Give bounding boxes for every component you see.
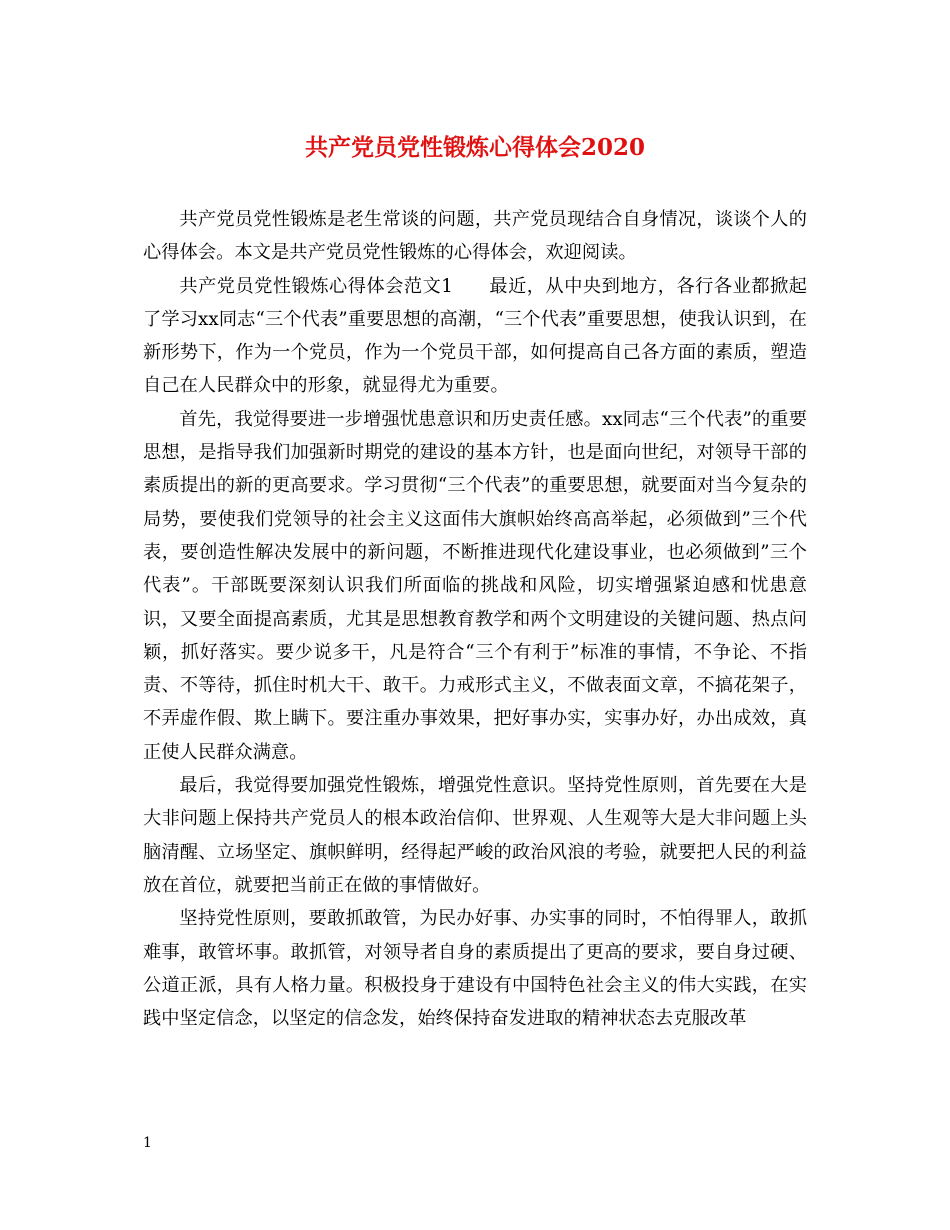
- document-body: [143, 203, 807, 1035]
- sample-opening: 最近，从中央到地方，各行各业都掀起了学习xx同志“三个代表”重要思想的高潮，“三个代表”重要思想，使我认识到，在新形势下，作为一个党员，作为一个党员干部，如何提高自己各方面的素质，塑造自己在人民群众中的形象，就显得尤为重要。: [143, 275, 807, 397]
- sample-paragraph: [143, 270, 807, 403]
- principle-paragraph: 坚持党性原则，要敢抓敢管，为民办好事、办实事的同时，不怕得罪人，敢抓难事，敢管坏事。敢抓管，对领导者自身的素质提出了更高的要求，要自身过硬、公道正派，具有人格力量。积极投身于建设有中国特色社会主义的伟大实践，在实践中坚定信念，以坚定的信念发，始终保持奋发进取的精神状态去克服改革: [143, 908, 807, 1030]
- first-point-paragraph: 首先，我觉得要进一步增强忧患意识和历史责任感。xx同志“三个代表”的重要思想，是指导我们加强新时期党的建设的基本方针，也是面向世纪，对领导干部的素质提出的新的更高要求。学习贯彻“三个代表”的重要思想，就要面对当今复杂的局势，要使我们党领导的社会主义这面伟大旗帜始终高高举起，必须做到”三个代表，要创造性解决发展中的新问题，不断推进现代化建设事业，也必须做到”三个代表”。干部既要深刻认识我们所面临的挑战和风险，切实增强紧迫感和忧患意识，又要全面提高素质，尤其是思想教育教学和两个文明建设的关键问题、热点问颖，抓好落实。要少说多干，凡是符合“三个有利于”标准的事情，不争论、不指责、不等待，抓住时机大干、敢干。力戒形式主义，不做表面文章，不搞花架子，不弄虚作假、欺上瞒下。要注重办事效果，把好事办实，实事办好，办出成效，真正使人民群众满意。: [143, 408, 807, 763]
- sample-heading: 共产党员党性锻炼心得体会范文1: [179, 275, 453, 297]
- intro-paragraph: 共产党员党性锻炼是老生常谈的问题，共产党员现结合自身情况，谈谈个人的心得体会。本文是共产党员党性锻炼的心得体会，欢迎阅读。: [143, 209, 807, 264]
- last-point-paragraph: 最后，我觉得要加强党性锻炼，增强党性意识。坚持党性原则，首先要在大是大非问题上保持共产党员人的根本政治信仰、世界观、人生观等大是大非问题上头脑清醒、立场坚定、旗帜鲜明，经得起严峻的政治风浪的考验，就要把人民的利益放在首位，就要把当前正在做的事情做好。: [143, 775, 807, 896]
- document-title: 共产党员党性锻炼心得体会2020: [304, 134, 645, 161]
- page-number: 1: [143, 1135, 152, 1151]
